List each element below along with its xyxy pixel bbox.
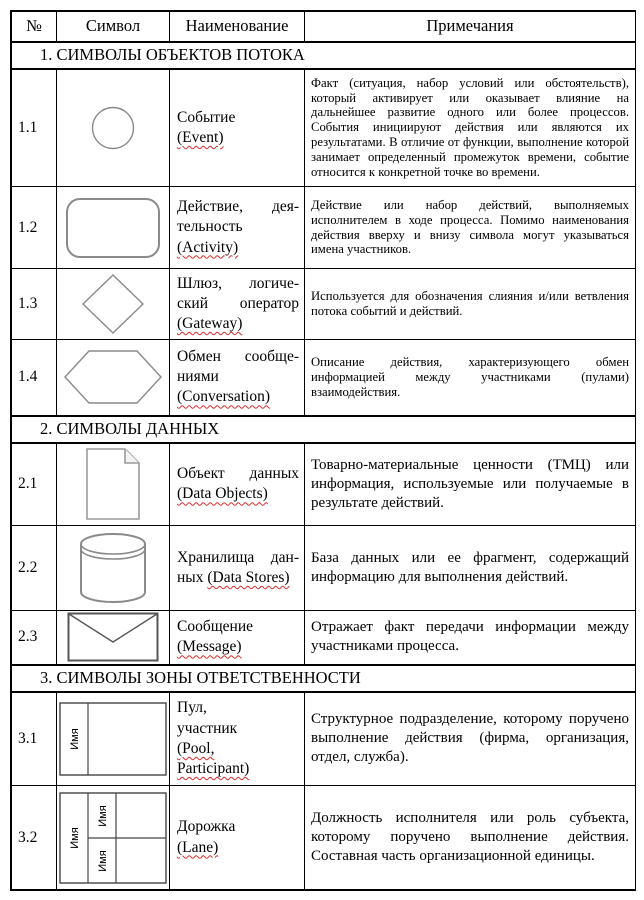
name-line [177,197,299,217]
hexagon-conversation-symbol [63,349,163,405]
name-line [177,274,299,294]
name-line [177,548,299,568]
name-line [177,367,299,387]
col-header-num: № [12,12,57,42]
name-text: Обмен сообще- [177,348,299,366]
col-header-notes: Примечания [305,12,636,42]
symbol-cell [57,69,170,187]
diamond-gateway-symbol [81,273,145,335]
name-text: Шлюз, логиче- [177,274,299,292]
note-cell: Товарно-материальные ценности (ТМЦ) или информация, используемые или получаемые в результате действий. [305,443,636,526]
row-number: 3.1 [12,692,57,786]
table-row [12,187,636,269]
note-cell: Отражает факт передачи информации между участниками процесса. [305,611,636,665]
spellcheck-flagged-text: (Lane) [177,838,219,856]
name-cell [170,443,305,526]
col-header-name: Наименование [170,12,305,42]
row-number: 2.2 [12,526,57,611]
name-line [177,294,299,314]
name-line [177,387,299,407]
name-text: Событие [177,108,236,126]
spellcheck-flagged-text: (Message) [177,638,242,656]
name-text: тельность [177,218,243,236]
row-number: 2.1 [12,443,57,526]
name-text: Хранилища дан- [177,548,299,566]
name-cell [170,269,305,340]
name-line [177,464,299,484]
name-line [177,108,299,128]
row-number: 3.2 [12,786,57,890]
symbol-cell [57,443,170,526]
note-cell: Описание действия, характеризующего обмен информацией между участниками (пулами) взаимодействия. [305,340,636,416]
cylinder-data-store-symbol [78,532,148,604]
name-cell [170,611,305,665]
name-cell [170,187,305,269]
name-line [177,637,299,657]
symbol-cell [57,692,170,786]
row-number: 1.4 [12,340,57,416]
table-row [12,443,636,526]
symbol-cell [57,526,170,611]
circle-event-symbol [90,105,136,151]
symbol-cell [57,269,170,340]
table-row [12,69,636,187]
table-row [12,786,636,890]
table-row [12,611,636,665]
envelope-message-symbol [67,612,159,662]
name-text: Дорожка [177,818,236,836]
symbol-cell [57,187,170,269]
name-line [177,128,299,148]
spellcheck-flagged-text: (Data Stores) [207,569,290,586]
spellcheck-flagged-text: (Activity) [177,238,239,256]
name-text: участник [177,719,238,737]
svg-text:Имя: Имя [69,826,81,849]
name-text: Сообщение [177,618,254,636]
table-header-row [12,12,636,42]
section-row [12,42,636,69]
table-row [12,526,636,611]
document-data-object-symbol [84,447,142,521]
name-text: ниями [177,368,219,386]
pool-participant-symbol [59,702,167,776]
symbol-cell [57,340,170,416]
svg-text:Имя: Имя [97,849,109,872]
note-cell: База данных или ее фрагмент, содержащий информацию для выполнения действий. [305,526,636,611]
name-cell [170,69,305,187]
name-line [177,759,299,779]
spellcheck-flagged-text: (Conversation) [177,388,270,406]
name-line [177,238,299,258]
name-cell [170,526,305,611]
note-cell: Факт (ситуация, набор условий или обстоятельств), который активирует или оказывает влияние на дальнейшее развитие одного или более процессов. События инициируют действия или являются их результатами. В отличие от функции, выполнение которой занимает определенный промежуток времени, событие относится к конкретной точке во времени. [305,69,636,187]
spellcheck-flagged-text: (Pool, [177,739,215,757]
name-line [177,838,299,858]
row-number: 1.2 [12,187,57,269]
name-line [177,217,299,237]
name-text: Действие, дея- [177,198,299,216]
section-row [12,665,636,692]
name-line [177,484,299,504]
rounded-rectangle-activity-symbol [65,197,161,259]
name-cell [170,692,305,786]
row-number: 1.3 [12,269,57,340]
svg-text:Имя: Имя [69,728,81,750]
row-number: 2.3 [12,611,57,665]
col-header-symbol: Символ [57,12,170,42]
note-cell: Действие или набор действий, выполняемых исполнителем в ходе процесса. Помимо наименования действия вверху и внизу символа могут указываться имена участников. [305,187,636,269]
name-text: Пул, [177,699,207,717]
note-cell: Структурное подразделение, которому поручено выполнение действия (фирма, организация, отдел, служба). [305,692,636,786]
name-line [177,698,299,718]
name-text: Объект данных [177,465,299,483]
name-line [177,568,299,588]
svg-text:Имя: Имя [97,804,109,827]
spellcheck-flagged-text: (Data Objects) [177,485,268,503]
spellcheck-flagged-text: Participant) [177,759,250,777]
table-outer-border [10,10,636,891]
note-cell: Используется для обозначения слияния и/или ветвления потока событий и действий. [305,269,636,340]
section-header: 1. СИМВОЛЫ ОБЪЕКТОВ ПОТОКА [12,42,636,69]
spellcheck-flagged-text: (Gateway) [177,315,243,333]
spellcheck-flagged-text: (Event) [177,128,224,146]
symbol-cell [57,786,170,890]
symbol-cell [57,611,170,665]
name-line [177,347,299,367]
name-line [177,719,299,739]
section-row [12,416,636,443]
name-line [177,739,299,759]
row-number: 1.1 [12,69,57,187]
name-text: ных [177,569,208,586]
name-line [177,817,299,837]
name-cell [170,340,305,416]
lane-symbol [59,792,167,884]
section-header: 3. СИМВОЛЫ ЗОНЫ ОТВЕТСТВЕННОСТИ [12,665,636,692]
table-row [12,269,636,340]
name-cell [170,786,305,890]
note-cell: Должность исполнителя или роль субъекта, которому поручено выполнение действия. Составная часть организационной единицы. [305,786,636,890]
table-row [12,340,636,416]
name-text: ский оператор [177,294,299,312]
name-line [177,314,299,334]
table-row [12,692,636,786]
name-line [177,617,299,637]
section-header: 2. СИМВОЛЫ ДАННЫХ [12,416,636,443]
bpmn-symbols-table [11,11,636,890]
